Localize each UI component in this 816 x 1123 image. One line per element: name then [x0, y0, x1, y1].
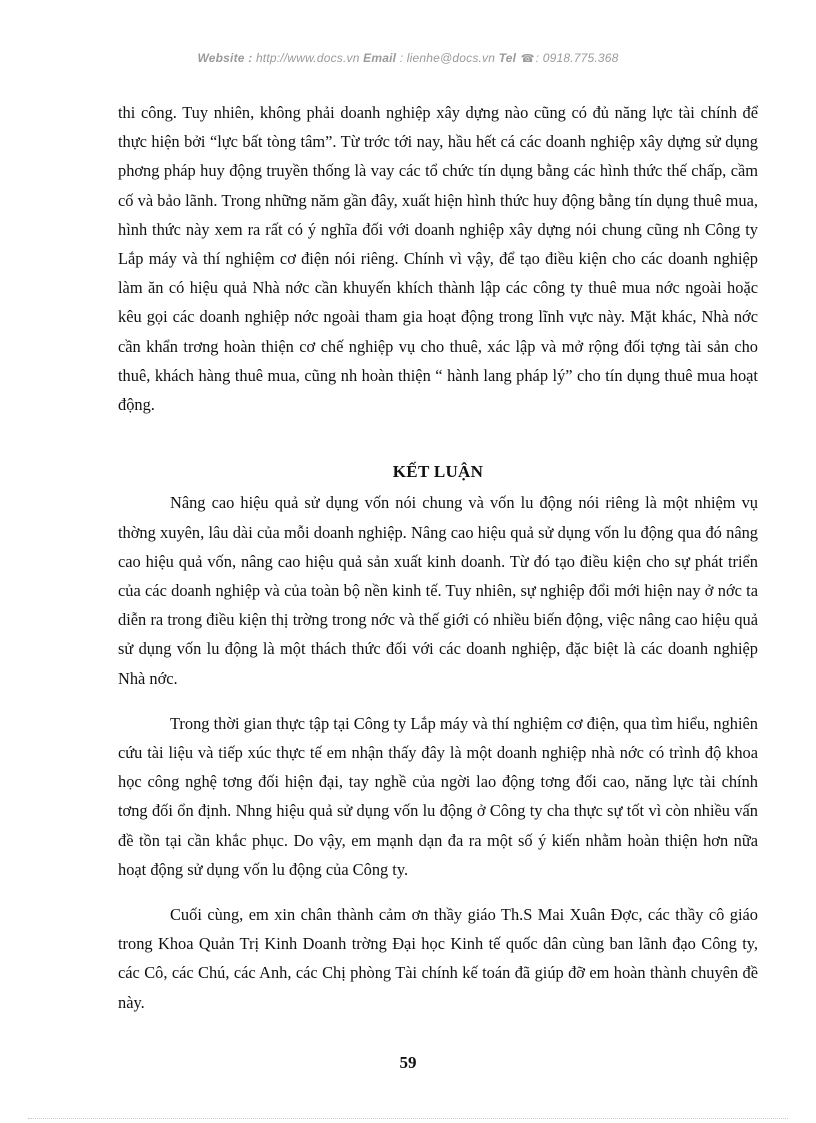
tel-label: Tel [498, 51, 517, 65]
website-value: http://www.docs.vn [255, 51, 360, 65]
website-label: Website : [197, 51, 253, 65]
page-header [0, 51, 816, 65]
paragraph-2: Nâng cao hiệu quả sử dụng vốn nói chung và vốn lu động nói riêng là một nhiệm vụ thờng xuyên, lâu dài của mỗi doanh nghiệp. Nâng cao hiệu quả sử dụng vốn lu động qua đó nâng cao hiệu quả vốn, nâng cao hiệu quả sản xuất kinh doanh. Từ đó tạo điều kiện cho sự phát triển của các doanh nghiệp và của toàn bộ nền kinh tế. Tuy nhiên, sự nghiệp đổi mới hiện nay ở nớc ta diễn ra trong điều kiện thị trờng trong nớc và thế giới có nhiều biến động, việc nâng cao hiệu quả sử dụng vốn lu động là một thách thức đối với các doanh nghiệp, đặc biệt là các doanh nghiệp Nhà nớc. [118, 493, 758, 688]
paragraph-3: Trong thời gian thực tập tại Công ty Lắp máy và thí nghiệm cơ điện, qua tìm hiểu, nghiên cứu tài liệu và tiếp xúc thực tế em nhận thấy đây là một doanh nghiệp nhà nớc có trình độ khoa học công nghệ tơng đối hiện đại, tay nghề của ngời lao động tơng đối cao, năng lực tài chính tơng đối ổn định. Nhng hiệu quả sử dụng vốn lu động ở Công ty cha thực sự tốt vì còn nhiều vấn đề tồn tại cần khắc phục. Do vậy, em mạnh dạn đa ra một số ý kiến nhằm hoàn thiện hơn nữa hoạt động sử dụng vốn lu động của Công ty. [118, 713, 758, 879]
bottom-divider [28, 1118, 788, 1119]
section-heading: KẾT LUẬN [392, 462, 484, 482]
phone-icon: ☎ [520, 53, 535, 65]
paragraph-4: Cuối cùng, em xin chân thành cảm ơn thầy giáo Th.S Mai Xuân Đợc, các thầy cô giáo trong Khoa Quản Trị Kinh Doanh trờng Đại học Kinh tế quốc dân cùng ban lãnh đạo Công ty, các Cô, các Chú, các Anh, các Chị phòng Tài chính kế toán đã giúp đỡ em hoàn thành chuyên đề này. [118, 905, 758, 1012]
body-text [118, 98, 758, 1017]
tel-value: : 0918.775.368 [535, 51, 619, 65]
email-label: Email [363, 51, 397, 65]
paragraph-1: thi công. Tuy nhiên, không phải doanh nghiệp xây dựng nào cũng có đủ năng lực tài chính để thực hiện bởi “lực bất tòng tâm”. Từ trớc tới nay, hầu hết cá các doanh nghiệp xây dựng sử dụng phơng pháp huy động truyền thống là vay các tổ chức tín dụng bằng các hình thức thế chấp, cầm cố và bảo lãnh. Trong những năm gần đây, xuất hiện hình thức huy động bằng tín dụng thuê mua, hình thức này xem ra rất có ý nghĩa đối với doanh nghiệp xây dựng nói chung cũng nh Công ty Lắp máy và thí nghiệm cơ điện nói riêng. Chính vì vậy, để tạo điều kiện cho các doanh nghiệp làm ăn có hiệu quả Nhà nớc cần khuyến khích thành lập các công ty thuê mua nớc ngoài hoặc kêu gọi các doanh nghiệp nớc ngoài tham gia hoạt động trong lĩnh vực này. Mặt khác, Nhà nớc cần khẩn trơng hoàn thiện cơ chế nghiệp vụ cho thuê, xác lập và mở rộng đối tợng tài sản cho thuê, khách hàng thuê mua, cũng nh hoàn thiện “ hành lang pháp lý” cho tín dụng thuê mua hoạt động. [118, 103, 758, 415]
email-value: : lienhe@docs.vn [399, 51, 496, 65]
page-number: 59 [399, 1053, 417, 1072]
